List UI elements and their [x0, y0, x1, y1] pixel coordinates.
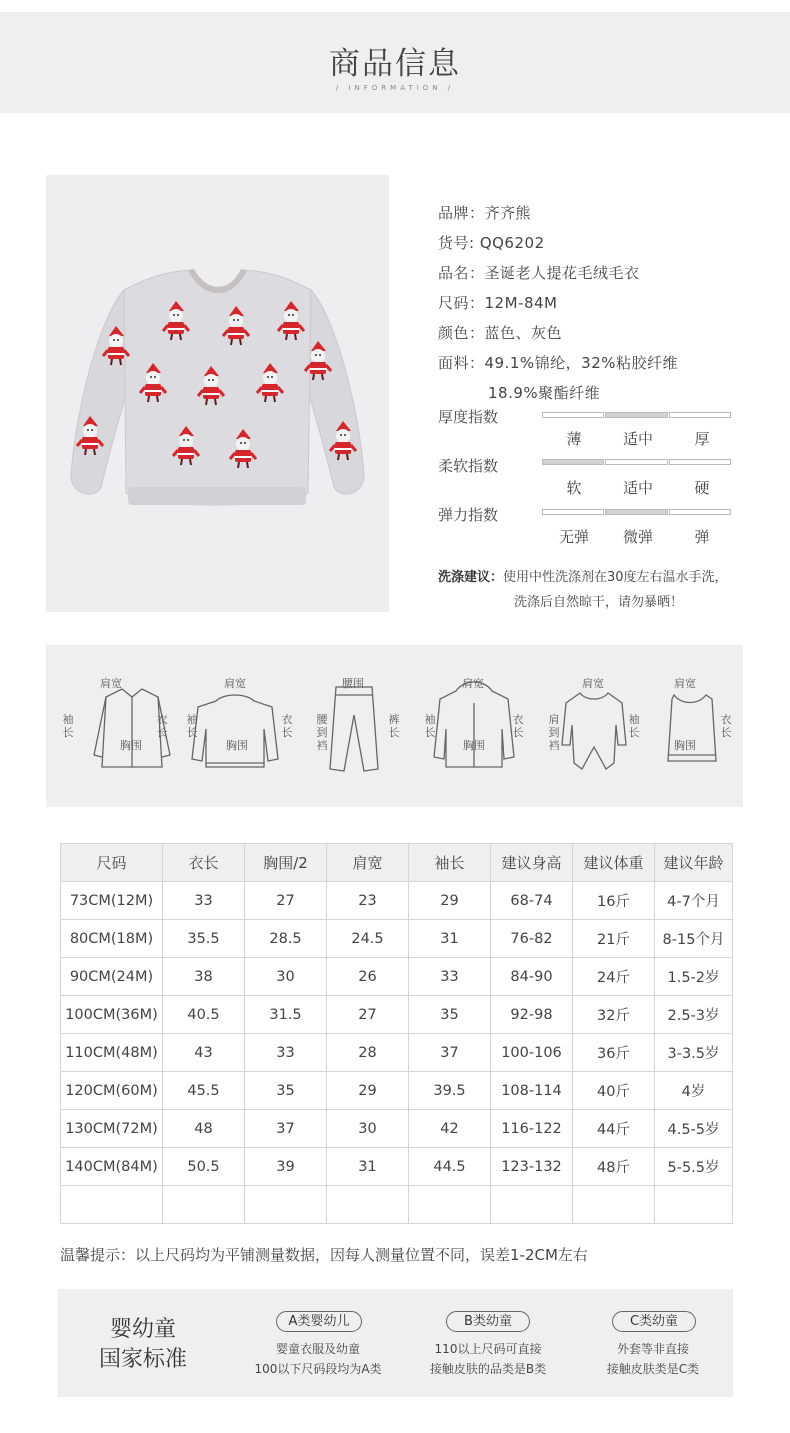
table-cell: 31: [327, 1148, 409, 1186]
fig5-shoulder-label: 肩宽: [582, 677, 604, 690]
table-cell: 37: [409, 1034, 491, 1072]
class-b-line-1: 110以上尺码可直接: [434, 1342, 542, 1356]
thickness-option-3: 厚: [694, 430, 710, 448]
table-cell: [491, 1186, 573, 1224]
table-cell: [573, 1186, 655, 1224]
standards-title: [98, 1315, 188, 1375]
table-cell: 76-82: [491, 920, 573, 958]
class-a-description: [238, 1339, 398, 1379]
table-cell: 140CM(84M): [61, 1148, 163, 1186]
softness-bar-3: [669, 459, 731, 465]
table-cell: 37: [245, 1110, 327, 1148]
fig3-pants-length-label: 裤长: [388, 713, 400, 739]
page-title: 商品信息: [329, 46, 461, 82]
table-cell: 35: [409, 996, 491, 1034]
table-cell: 29: [409, 882, 491, 920]
table-cell: 24斤: [573, 958, 655, 996]
table-cell: 44.5: [409, 1148, 491, 1186]
fig4-sleeve-label: 袖长: [424, 713, 436, 739]
standards-title-line-1: 婴幼童: [109, 1317, 176, 1342]
thickness-index-label: 厚度指数: [438, 408, 499, 426]
elasticity-option-2: 微弹: [622, 528, 653, 546]
table-cell: 68-74: [491, 882, 573, 920]
table-cell: 100CM(36M): [61, 996, 163, 1034]
class-a-line-1: 婴童衣服及幼童: [275, 1342, 360, 1356]
elasticity-bar-1: [542, 509, 604, 515]
table-cell: 40斤: [573, 1072, 655, 1110]
fig1-sleeve-label: 袖长: [62, 713, 74, 739]
size-table: [60, 843, 733, 1224]
table-cell: 44斤: [573, 1110, 655, 1148]
fig1-shoulder-label: 肩宽: [100, 677, 122, 690]
fig2-chest-label: 胸围: [226, 739, 248, 752]
header-size: 尺码: [61, 844, 163, 882]
table-cell: 29: [327, 1072, 409, 1110]
table-cell: 80CM(18M): [61, 920, 163, 958]
table-cell: 130CM(72M): [61, 1110, 163, 1148]
table-cell: 100-106: [491, 1034, 573, 1072]
wash-advice: [438, 566, 728, 585]
national-standards-panel: [58, 1289, 733, 1397]
sku-line: 货号: QQ6202: [438, 234, 545, 252]
wash-advice-line-2: 洗涤后自然晾干，请勿暴晒！: [514, 595, 684, 610]
measurement-figures: [46, 645, 743, 807]
table-cell: 27: [245, 882, 327, 920]
fig3-waist-label: 腰围: [342, 677, 364, 690]
table-row: [61, 1186, 733, 1224]
table-cell: 2.5-3岁: [655, 996, 733, 1034]
softness-index-label: 柔软指数: [438, 457, 499, 475]
table-cell: 120CM(60M): [61, 1072, 163, 1110]
table-cell: 5-5.5岁: [655, 1148, 733, 1186]
table-cell: 50.5: [163, 1148, 245, 1186]
wash-advice-label: 洗涤建议：: [438, 570, 504, 585]
badge-class-b: B类幼童: [446, 1311, 530, 1332]
header-half-chest: 胸围/2: [245, 844, 327, 882]
table-row: [61, 1072, 733, 1110]
fig2-shoulder-label: 肩宽: [224, 677, 246, 690]
size-line: 尺码：12M-84M: [438, 294, 558, 312]
header-age: 建议年龄: [655, 844, 733, 882]
class-b-description: [408, 1339, 568, 1379]
thickness-bar-3: [669, 412, 731, 418]
softness-bar-1: [542, 459, 604, 465]
table-cell: 35.5: [163, 920, 245, 958]
table-cell: 48: [163, 1110, 245, 1148]
table-cell: 30: [327, 1110, 409, 1148]
fig6-shoulder-label: 肩宽: [674, 677, 696, 690]
product-name-line: 品名：圣诞老人提花毛绒毛衣: [438, 264, 640, 282]
table-row: [61, 882, 733, 920]
table-cell: 26: [327, 958, 409, 996]
page-subtitle: / INFORMATION /: [335, 84, 455, 92]
table-cell: 39: [245, 1148, 327, 1186]
softness-option-2: 适中: [622, 479, 653, 497]
table-cell: 36斤: [573, 1034, 655, 1072]
table-cell: 28: [327, 1034, 409, 1072]
sweater-illustration: [46, 175, 389, 612]
header-shoulder: 肩宽: [327, 844, 409, 882]
table-cell: 33: [409, 958, 491, 996]
class-c-line-1: 外套等非直接: [616, 1342, 689, 1356]
table-cell: 23: [327, 882, 409, 920]
elasticity-bar-3: [669, 509, 731, 515]
table-row: [61, 1110, 733, 1148]
table-cell: 43: [163, 1034, 245, 1072]
table-cell: 108-114: [491, 1072, 573, 1110]
elasticity-option-1: 无弹: [558, 528, 589, 546]
table-cell: 16斤: [573, 882, 655, 920]
standards-title-line-2: 国家标准: [98, 1347, 187, 1372]
table-cell: 33: [245, 1034, 327, 1072]
fig4-length-label: 衣长: [512, 713, 524, 739]
softness-option-1: 软: [566, 479, 582, 497]
table-row: [61, 958, 733, 996]
table-cell: 4岁: [655, 1072, 733, 1110]
table-cell: [245, 1186, 327, 1224]
table-cell: [655, 1186, 733, 1224]
table-cell: 32斤: [573, 996, 655, 1034]
badge-class-a: A类婴幼儿: [276, 1311, 362, 1332]
fig1-length-label: 衣长: [156, 713, 168, 739]
table-cell: 3-3.5岁: [655, 1034, 733, 1072]
table-row: [61, 996, 733, 1034]
badge-class-c: C类幼童: [612, 1311, 696, 1332]
table-cell: 24.5: [327, 920, 409, 958]
table-cell: 1.5-2岁: [655, 958, 733, 996]
table-cell: 33: [163, 882, 245, 920]
table-cell: 84-90: [491, 958, 573, 996]
table-cell: 31.5: [245, 996, 327, 1034]
table-cell: 21斤: [573, 920, 655, 958]
table-cell: 4.5-5岁: [655, 1110, 733, 1148]
header-weight: 建议体重: [573, 844, 655, 882]
brand-line: 品牌：齐齐熊: [438, 204, 532, 222]
fabric-line-2: 18.9%聚酯纤维: [488, 384, 601, 402]
table-header-row: [61, 844, 733, 882]
table-cell: 39.5: [409, 1072, 491, 1110]
product-photo: [46, 175, 389, 612]
elasticity-index-label: 弹力指数: [438, 506, 499, 524]
table-cell: 45.5: [163, 1072, 245, 1110]
fig1-chest-label: 胸围: [120, 739, 142, 752]
class-c-line-2: 接触皮肤类是C类: [606, 1362, 700, 1376]
table-cell: 8-15个月: [655, 920, 733, 958]
measurement-tip: 温馨提示：以上尺码均为平铺测量数据，因每人测量位置不同，误差1-2CM左右: [60, 1246, 588, 1264]
wash-advice-line-1: 使用中性洗涤剂在30度左右温水手洗，: [503, 570, 728, 585]
thickness-option-1: 薄: [566, 430, 582, 448]
table-cell: 90CM(24M): [61, 958, 163, 996]
header-height: 建议身高: [491, 844, 573, 882]
fig3-waist-to-crotch-label: 腰到裆: [316, 713, 328, 752]
table-cell: 73CM(12M): [61, 882, 163, 920]
fig6-chest-label: 胸围: [674, 739, 696, 752]
table-cell: 4-7个月: [655, 882, 733, 920]
table-cell: [327, 1186, 409, 1224]
fig2-length-label: 衣长: [281, 713, 293, 739]
table-cell: [409, 1186, 491, 1224]
table-cell: 123-132: [491, 1148, 573, 1186]
fig4-chest-label: 胸围: [463, 739, 485, 752]
table-cell: 116-122: [491, 1110, 573, 1148]
table-cell: 28.5: [245, 920, 327, 958]
thickness-bar-1: [542, 412, 604, 418]
table-row: [61, 920, 733, 958]
table-cell: 31: [409, 920, 491, 958]
table-cell: 48斤: [573, 1148, 655, 1186]
table-cell: 110CM(48M): [61, 1034, 163, 1072]
table-cell: 42: [409, 1110, 491, 1148]
table-cell: 30: [245, 958, 327, 996]
elasticity-option-3: 弹: [694, 528, 710, 546]
softness-option-3: 硬: [694, 479, 710, 497]
table-cell: [163, 1186, 245, 1224]
header-length: 衣长: [163, 844, 245, 882]
class-b-line-2: 接触皮肤的品类是B类: [429, 1362, 547, 1376]
table-cell: 35: [245, 1072, 327, 1110]
class-a-line-2: 100以下尺码段均为A类: [254, 1362, 382, 1376]
fig5-sleeve-label: 袖长: [628, 713, 640, 739]
table-cell: 27: [327, 996, 409, 1034]
fig2-sleeve-label: 袖长: [186, 713, 198, 739]
table-row: [61, 1148, 733, 1186]
table-cell: [61, 1186, 163, 1224]
table-cell: 38: [163, 958, 245, 996]
class-c-description: [573, 1339, 733, 1379]
table-cell: 40.5: [163, 996, 245, 1034]
fig4-shoulder-label: 肩宽: [462, 677, 484, 690]
softness-bar-2: [605, 459, 668, 465]
table-row: [61, 1034, 733, 1072]
thickness-bar-2: [605, 412, 668, 418]
color-line: 颜色：蓝色、灰色: [438, 324, 563, 342]
thickness-option-2: 适中: [622, 430, 653, 448]
elasticity-bar-2: [605, 509, 668, 515]
fig5-shoulder-to-crotch-label: 肩到裆: [548, 713, 560, 752]
header-sleeve: 袖长: [409, 844, 491, 882]
fabric-line: 面料：49.1%锦纶，32%粘胶纤维: [438, 354, 678, 372]
table-cell: 92-98: [491, 996, 573, 1034]
fig6-length-label: 衣长: [720, 713, 732, 739]
